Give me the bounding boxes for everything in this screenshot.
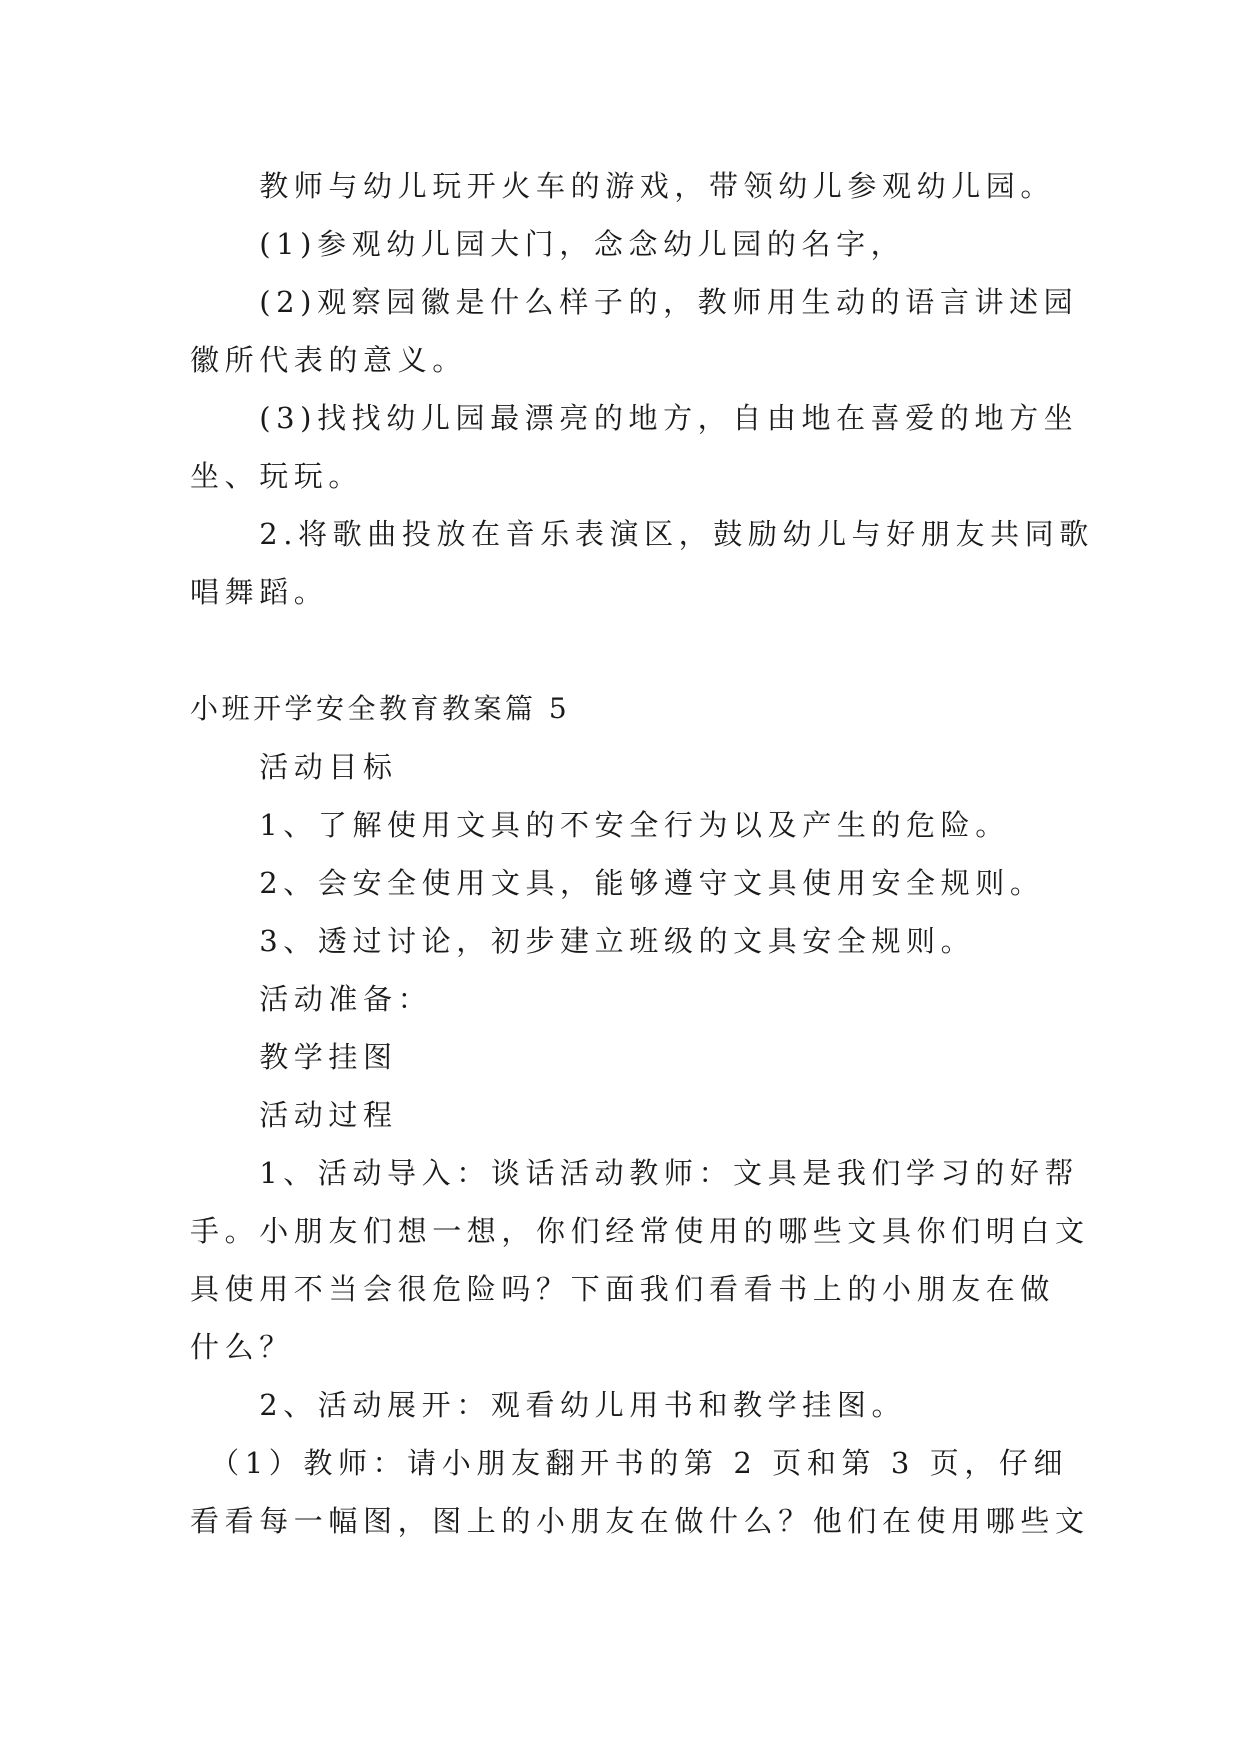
paragraph-line: 活动准备： [190,982,433,1016]
paragraph-line: （1）教师：请小朋友翻开书的第 2 页和第 3 页，仔细 [190,1446,1069,1480]
paragraph-line: 唱舞蹈。 [190,575,329,609]
paragraph-line: 1、了解使用文具的不安全行为以及产生的危险。 [190,808,1010,842]
paragraph-line: 活动过程 [190,1098,398,1132]
paragraph-line: 1、活动导入：谈话活动教师：文具是我们学习的好帮 [190,1156,1080,1190]
paragraph-line: 教师与幼儿玩开火车的游戏，带领幼儿参观幼儿园。 [190,169,1056,203]
paragraph-line: 2、会安全使用文具，能够遵守文具使用安全规则。 [190,866,1045,900]
paragraph-line: (3)找找幼儿园最漂亮的地方，自由地在喜爱的地方坐 [190,401,1079,435]
paragraph-line: 教学挂图 [190,1040,398,1074]
section-heading: 小班开学安全教育教案篇 5 [190,692,571,725]
paragraph-line: (1)参观幼儿园大门，念念幼儿园的名字， [190,227,906,261]
paragraph-line: 2、活动展开：观看幼儿用书和教学挂图。 [190,1388,907,1422]
paragraph-line: 徽所代表的意义。 [190,343,467,377]
paragraph-line: 坐、玩玩。 [190,459,364,493]
paragraph-line: 2.将歌曲投放在音乐表演区，鼓励幼儿与好朋友共同歌 [190,517,1094,551]
paragraph-line: 活动目标 [190,750,398,784]
paragraph-line: 什么？ [190,1330,294,1364]
paragraph-line: (2)观察园徽是什么样子的，教师用生动的语言讲述园 [190,285,1079,319]
paragraph-line: 3、透过讨论，初步建立班级的文具安全规则。 [190,924,976,958]
paragraph-line: 看看每一幅图，图上的小朋友在做什么？他们在使用哪些文 [190,1504,1090,1538]
paragraph-line: 手。小朋友们想一想，你们经常使用的哪些文具你们明白文 [190,1214,1090,1248]
paragraph-line: 具使用不当会很危险吗？下面我们看看书上的小朋友在做 [190,1272,1056,1306]
